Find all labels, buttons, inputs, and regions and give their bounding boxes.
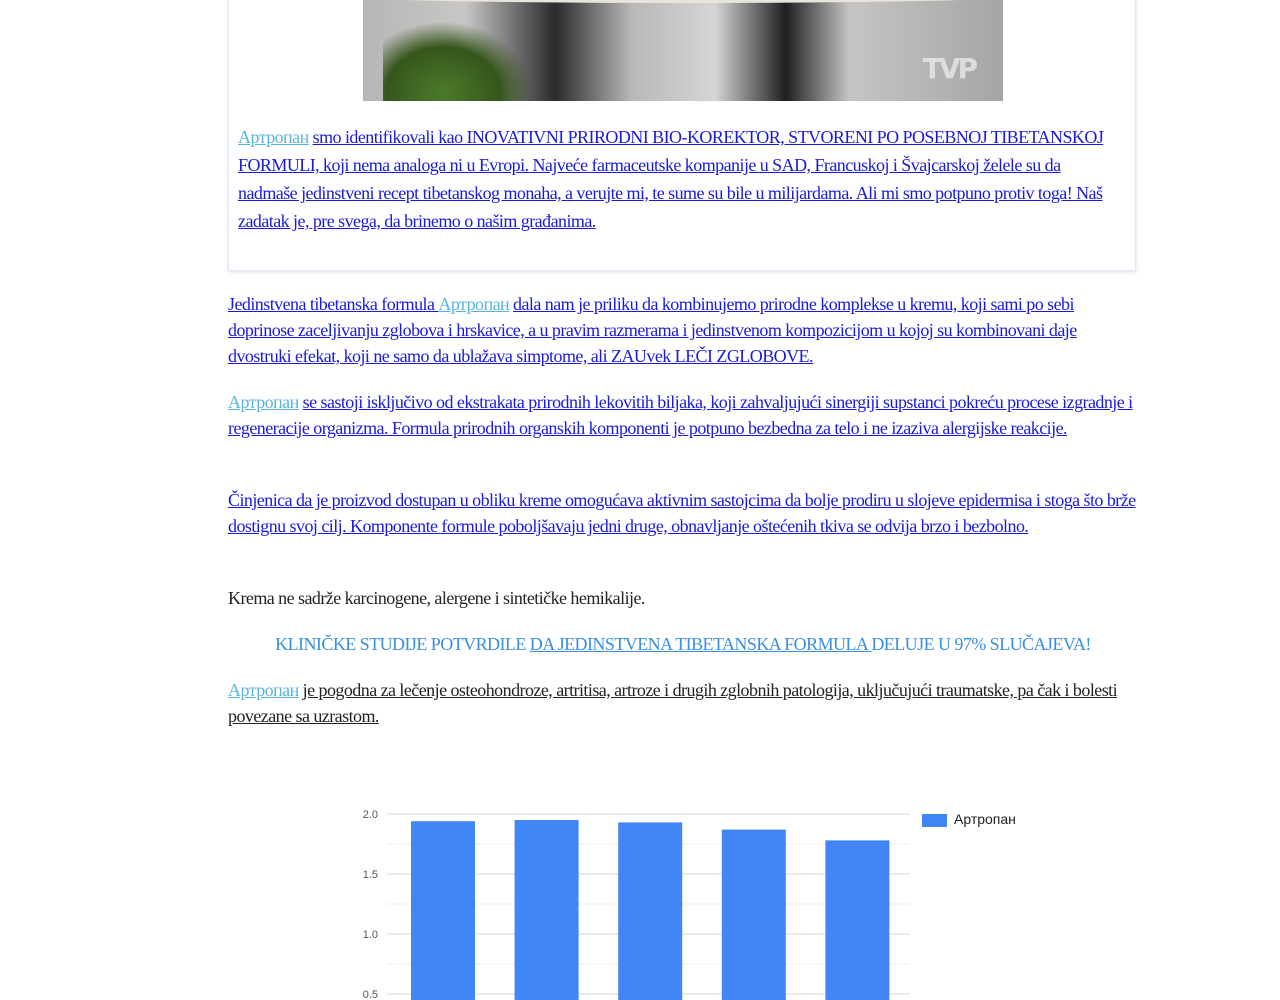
bar: [722, 830, 786, 1000]
headline-text: KLINIČKE STUDIJE POTVRDILE: [275, 634, 530, 654]
legend-label: Артропан: [954, 811, 1016, 827]
brand-link[interactable]: Артропан: [228, 392, 299, 412]
brand-link[interactable]: Артропан: [438, 294, 510, 314]
paragraph-link[interactable]: je pogodna za lečenje osteohondroze, artritisa, artroze i drugih zglobnih patologija, uključujući traumatske, pa čak i bolesti povezane sa uzrastom.: [228, 680, 1118, 726]
paragraph-link[interactable]: Jedinstvena tibetanska formula: [228, 294, 439, 314]
paragraph-link[interactable]: dala nam je priliku da kombinujemo prirodne komplekse u kremu, koji sami po sebi doprinose zaceljivanju zglobova i hrskavice, a u pravim razmerama i jedinstvenom kompozicijom u kojoj su kombinovani daje dvostruki efekat, koji ne samo da ublažava simptome, ali ZAUvek LEČI ZGLOBOVE.: [228, 294, 1077, 366]
lead-link[interactable]: smo identifikovali kao INOVATIVNI PRIRODNI BIO-KOREKTOR, STVORENI PO POSEBNOJ TIBETANSKOJ FORMULI, koji nema analoga ni u Evropi. Najveće farmaceutske kompanije u SAD, Francuskoj i Švajcarskoj želele su da nadmaše jedinstveni recept tibetanskog monaha, a verujte mi, te sume su bile u milijardama. Ali mi smo potpuno protiv toga! Naš zadatak je, pre svega, da brinemo o našim građanima.: [238, 127, 1104, 231]
tv-channel-logo: TVP: [922, 52, 975, 85]
bar: [618, 822, 682, 1000]
headline-clinical: [228, 631, 1138, 657]
tv-photo: [363, 0, 1003, 101]
brand-link[interactable]: Артропан: [228, 680, 299, 700]
lead-paragraph: [238, 123, 1118, 235]
brand-link[interactable]: Артропан: [238, 127, 309, 147]
paragraph-cream: [228, 487, 1138, 539]
bar: [515, 820, 579, 1000]
paragraph-formula: [228, 291, 1138, 369]
y-tick-label: 2.0: [362, 809, 378, 821]
paragraph-ingredients: [228, 389, 1138, 441]
y-tick-label: 1.5: [362, 869, 378, 881]
y-tick-label: 1.0: [362, 929, 378, 941]
headline-text: DELUJE U 97% SLUČAJEVA!: [871, 634, 1091, 654]
headline-link[interactable]: DA JEDINSTVENA TIBETANSKA FORMULA: [529, 634, 872, 654]
paragraph-link[interactable]: se sastoji isključivo od ekstrakata prirodnih lekovitih biljaka, koji zahvaljujući sinergiji supstanci pokreću procese izgradnje i regeneracije organizma. Formula prirodnih organskih komponenti je potpuno bezbedna za telo i ne izaziva alergijske reakcije.: [228, 392, 1133, 438]
featured-card: [228, 0, 1136, 271]
legend-swatch: [922, 814, 947, 827]
y-tick-label: 0.5: [362, 989, 378, 1000]
bar: [411, 821, 475, 1000]
paragraph-link[interactable]: Činjenica da je proizvod dostupan u obliku kreme omogućava aktivnim sastojcima da bolje prodiru u slojeve epidermisa i stoga što brže dostignu svoj cilj. Komponente formule poboljšavaju jedni druge, obnavljanje oštećenih tkiva se odvija brzo i bezbolno.: [228, 490, 1136, 536]
paragraph-indications: [228, 677, 1138, 729]
bar-chart: [0, 780, 1280, 1000]
paragraph-safety: Krema ne sadrže karcinogene, alergene i sintetičke hemikalije.: [228, 588, 645, 608]
bar: [825, 840, 889, 1000]
